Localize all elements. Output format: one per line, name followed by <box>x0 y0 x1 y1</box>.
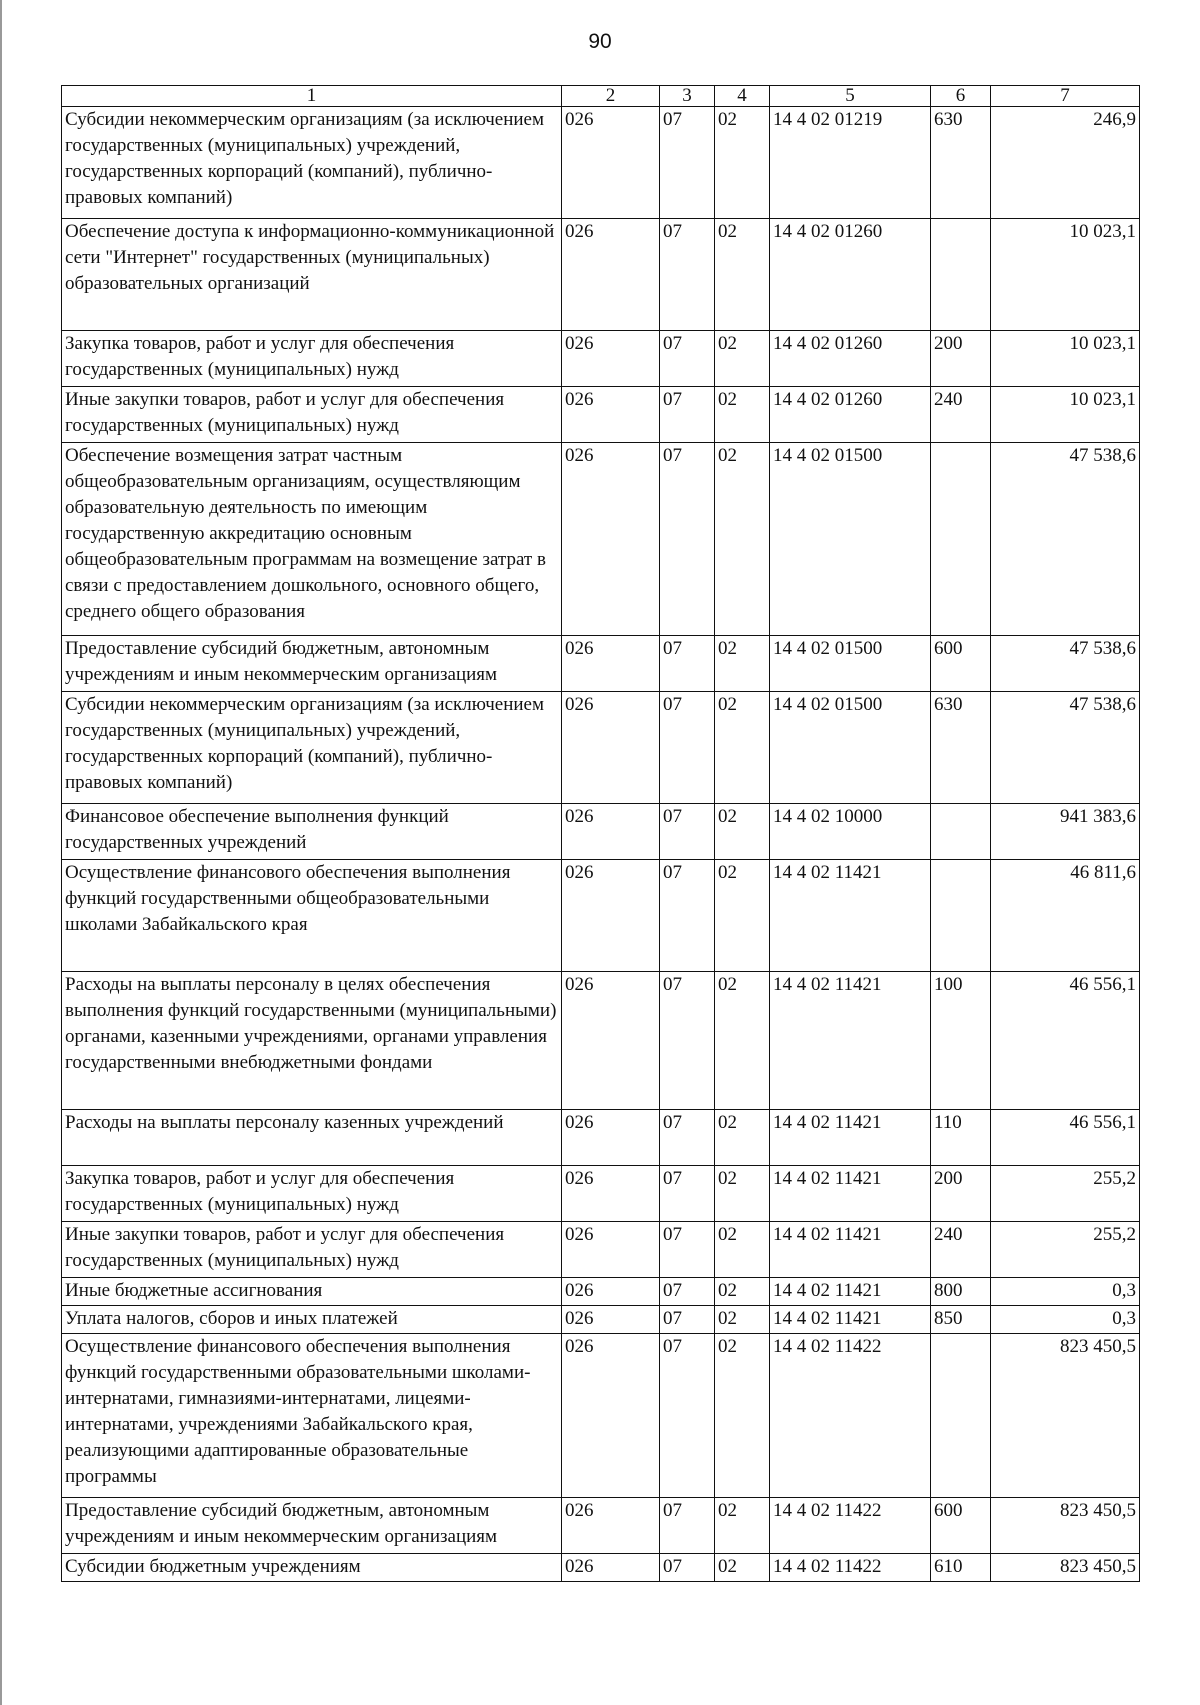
subsection-code: 02 <box>715 1306 770 1334</box>
table-row <box>62 219 1140 331</box>
table-row <box>62 804 1140 860</box>
table-row <box>62 331 1140 387</box>
ministry-code: 026 <box>562 1554 660 1582</box>
section-code: 07 <box>660 107 715 219</box>
target-article: 14 4 02 11421 <box>770 1110 931 1166</box>
amount: 0,3 <box>991 1278 1140 1306</box>
table-row <box>62 1334 1140 1498</box>
target-article: 14 4 02 11421 <box>770 860 931 972</box>
expense-name: Расходы на выплаты персоналу в целях обеспечения выполнения функций государственными (муниципальными) органами, казенными учреждениями, органами управления государственными внебюджетными фондами <box>62 972 562 1110</box>
expense-type: 610 <box>931 1554 991 1582</box>
target-article: 14 4 02 11421 <box>770 972 931 1110</box>
section-code: 07 <box>660 1554 715 1582</box>
section-code: 07 <box>660 331 715 387</box>
expense-type: 200 <box>931 331 991 387</box>
expense-type: 600 <box>931 636 991 692</box>
subsection-code: 02 <box>715 1166 770 1222</box>
section-code: 07 <box>660 443 715 636</box>
ministry-code: 026 <box>562 387 660 443</box>
expense-type: 240 <box>931 1222 991 1278</box>
column-header: 1 <box>62 86 562 107</box>
table-row <box>62 107 1140 219</box>
column-header: 6 <box>931 86 991 107</box>
column-header: 4 <box>715 86 770 107</box>
subsection-code: 02 <box>715 692 770 804</box>
expense-type <box>931 443 991 636</box>
expense-type: 630 <box>931 107 991 219</box>
subsection-code: 02 <box>715 1110 770 1166</box>
expense-name: Расходы на выплаты персоналу казенных учреждений <box>62 1110 562 1166</box>
expense-name: Предоставление субсидий бюджетным, автономным учреждениям и иным некоммерческим организациям <box>62 1498 562 1554</box>
amount: 47 538,6 <box>991 636 1140 692</box>
table-row <box>62 972 1140 1110</box>
section-code: 07 <box>660 1110 715 1166</box>
expense-name: Уплата налогов, сборов и иных платежей <box>62 1306 562 1334</box>
subsection-code: 02 <box>715 860 770 972</box>
expense-type: 600 <box>931 1498 991 1554</box>
ministry-code: 026 <box>562 443 660 636</box>
subsection-code: 02 <box>715 1498 770 1554</box>
subsection-code: 02 <box>715 1222 770 1278</box>
section-code: 07 <box>660 692 715 804</box>
expense-name: Субсидии некоммерческим организациям (за исключением государственных (муниципальных) учреждений, государственных корпораций (компаний), публично-правовых компаний) <box>62 692 562 804</box>
section-code: 07 <box>660 219 715 331</box>
ministry-code: 026 <box>562 219 660 331</box>
column-header: 3 <box>660 86 715 107</box>
target-article: 14 4 02 11421 <box>770 1166 931 1222</box>
expense-name: Обеспечение доступа к информационно-коммуникационной сети "Интернет" государственных (муниципальных) образовательных организаций <box>62 219 562 331</box>
ministry-code: 026 <box>562 1334 660 1498</box>
expense-name: Иные закупки товаров, работ и услуг для обеспечения государственных (муниципальных) нужд <box>62 387 562 443</box>
amount: 46 811,6 <box>991 860 1140 972</box>
expense-name: Иные бюджетные ассигнования <box>62 1278 562 1306</box>
ministry-code: 026 <box>562 804 660 860</box>
table-row <box>62 443 1140 636</box>
expense-name: Осуществление финансового обеспечения выполнения функций государственными образовательными школами-интернатами, гимназиями-интернатами, лицеями-интернатами, учреждениями Забайкальского края, реализующими адаптированные образовательные программы <box>62 1334 562 1498</box>
target-article: 14 4 02 01500 <box>770 443 931 636</box>
table-header-row <box>62 86 1140 107</box>
expense-name: Предоставление субсидий бюджетным, автономным учреждениям и иным некоммерческим организациям <box>62 636 562 692</box>
expense-type <box>931 1334 991 1498</box>
target-article: 14 4 02 01260 <box>770 331 931 387</box>
subsection-code: 02 <box>715 1278 770 1306</box>
section-code: 07 <box>660 1222 715 1278</box>
amount: 823 450,5 <box>991 1554 1140 1582</box>
section-code: 07 <box>660 387 715 443</box>
expense-type <box>931 860 991 972</box>
target-article: 14 4 02 01260 <box>770 219 931 331</box>
target-article: 14 4 02 11422 <box>770 1498 931 1554</box>
expense-name: Закупка товаров, работ и услуг для обеспечения государственных (муниципальных) нужд <box>62 331 562 387</box>
subsection-code: 02 <box>715 804 770 860</box>
amount: 10 023,1 <box>991 219 1140 331</box>
ministry-code: 026 <box>562 1222 660 1278</box>
amount: 0,3 <box>991 1306 1140 1334</box>
expense-type: 240 <box>931 387 991 443</box>
table-row <box>62 387 1140 443</box>
table-row <box>62 1306 1140 1334</box>
amount: 47 538,6 <box>991 443 1140 636</box>
subsection-code: 02 <box>715 107 770 219</box>
amount: 255,2 <box>991 1222 1140 1278</box>
table-row <box>62 1110 1140 1166</box>
amount: 47 538,6 <box>991 692 1140 804</box>
table-row <box>62 860 1140 972</box>
subsection-code: 02 <box>715 1554 770 1582</box>
ministry-code: 026 <box>562 331 660 387</box>
section-code: 07 <box>660 636 715 692</box>
subsection-code: 02 <box>715 219 770 331</box>
ministry-code: 026 <box>562 1306 660 1334</box>
target-article: 14 4 02 01260 <box>770 387 931 443</box>
amount: 823 450,5 <box>991 1498 1140 1554</box>
subsection-code: 02 <box>715 331 770 387</box>
target-article: 14 4 02 10000 <box>770 804 931 860</box>
ministry-code: 026 <box>562 860 660 972</box>
amount: 246,9 <box>991 107 1140 219</box>
section-code: 07 <box>660 1278 715 1306</box>
expense-name: Иные закупки товаров, работ и услуг для обеспечения государственных (муниципальных) нужд <box>62 1222 562 1278</box>
expense-type: 850 <box>931 1306 991 1334</box>
subsection-code: 02 <box>715 636 770 692</box>
ministry-code: 026 <box>562 1110 660 1166</box>
subsection-code: 02 <box>715 387 770 443</box>
ministry-code: 026 <box>562 692 660 804</box>
section-code: 07 <box>660 1166 715 1222</box>
expense-name: Субсидии бюджетным учреждениям <box>62 1554 562 1582</box>
table-row <box>62 1222 1140 1278</box>
section-code: 07 <box>660 804 715 860</box>
target-article: 14 4 02 01219 <box>770 107 931 219</box>
expense-type: 100 <box>931 972 991 1110</box>
expense-type: 200 <box>931 1166 991 1222</box>
ministry-code: 026 <box>562 107 660 219</box>
expense-name: Субсидии некоммерческим организациям (за исключением государственных (муниципальных) учреждений, государственных корпораций (компаний), публично-правовых компаний) <box>62 107 562 219</box>
subsection-code: 02 <box>715 443 770 636</box>
ministry-code: 026 <box>562 1166 660 1222</box>
table-row <box>62 636 1140 692</box>
section-code: 07 <box>660 1334 715 1498</box>
scan-edge <box>0 0 2 1705</box>
expense-type: 110 <box>931 1110 991 1166</box>
amount: 10 023,1 <box>991 331 1140 387</box>
section-code: 07 <box>660 860 715 972</box>
amount: 46 556,1 <box>991 1110 1140 1166</box>
expense-name: Обеспечение возмещения затрат частным общеобразовательным организациям, осуществляющим образовательную деятельность по имеющим государственную аккредитацию основным общеобразовательным программам на возмещение затрат в связи с предоставлением дошкольного, основного общего, среднего общего образования <box>62 443 562 636</box>
target-article: 14 4 02 01500 <box>770 636 931 692</box>
page-number: 90 <box>588 30 612 53</box>
amount: 10 023,1 <box>991 387 1140 443</box>
table-row <box>62 1278 1140 1306</box>
expense-name: Финансовое обеспечение выполнения функций государственных учреждений <box>62 804 562 860</box>
column-header: 2 <box>562 86 660 107</box>
amount: 255,2 <box>991 1166 1140 1222</box>
amount: 46 556,1 <box>991 972 1140 1110</box>
subsection-code: 02 <box>715 972 770 1110</box>
ministry-code: 026 <box>562 972 660 1110</box>
target-article: 14 4 02 11422 <box>770 1554 931 1582</box>
expense-type: 630 <box>931 692 991 804</box>
amount: 823 450,5 <box>991 1334 1140 1498</box>
expense-type: 800 <box>931 1278 991 1306</box>
expense-type <box>931 804 991 860</box>
table-row <box>62 692 1140 804</box>
ministry-code: 026 <box>562 1498 660 1554</box>
ministry-code: 026 <box>562 1278 660 1306</box>
amount: 941 383,6 <box>991 804 1140 860</box>
column-header: 7 <box>991 86 1140 107</box>
subsection-code: 02 <box>715 1334 770 1498</box>
target-article: 14 4 02 11421 <box>770 1306 931 1334</box>
table-row <box>62 1554 1140 1582</box>
target-article: 14 4 02 11421 <box>770 1222 931 1278</box>
section-code: 07 <box>660 1498 715 1554</box>
section-code: 07 <box>660 972 715 1110</box>
budget-table <box>61 85 1140 1582</box>
target-article: 14 4 02 01500 <box>770 692 931 804</box>
table-row <box>62 1166 1140 1222</box>
expense-name: Закупка товаров, работ и услуг для обеспечения государственных (муниципальных) нужд <box>62 1166 562 1222</box>
column-header: 5 <box>770 86 931 107</box>
ministry-code: 026 <box>562 636 660 692</box>
target-article: 14 4 02 11422 <box>770 1334 931 1498</box>
target-article: 14 4 02 11421 <box>770 1278 931 1306</box>
expense-type <box>931 219 991 331</box>
expense-name: Осуществление финансового обеспечения выполнения функций государственными общеобразовательными школами Забайкальского края <box>62 860 562 972</box>
section-code: 07 <box>660 1306 715 1334</box>
table-row <box>62 1498 1140 1554</box>
